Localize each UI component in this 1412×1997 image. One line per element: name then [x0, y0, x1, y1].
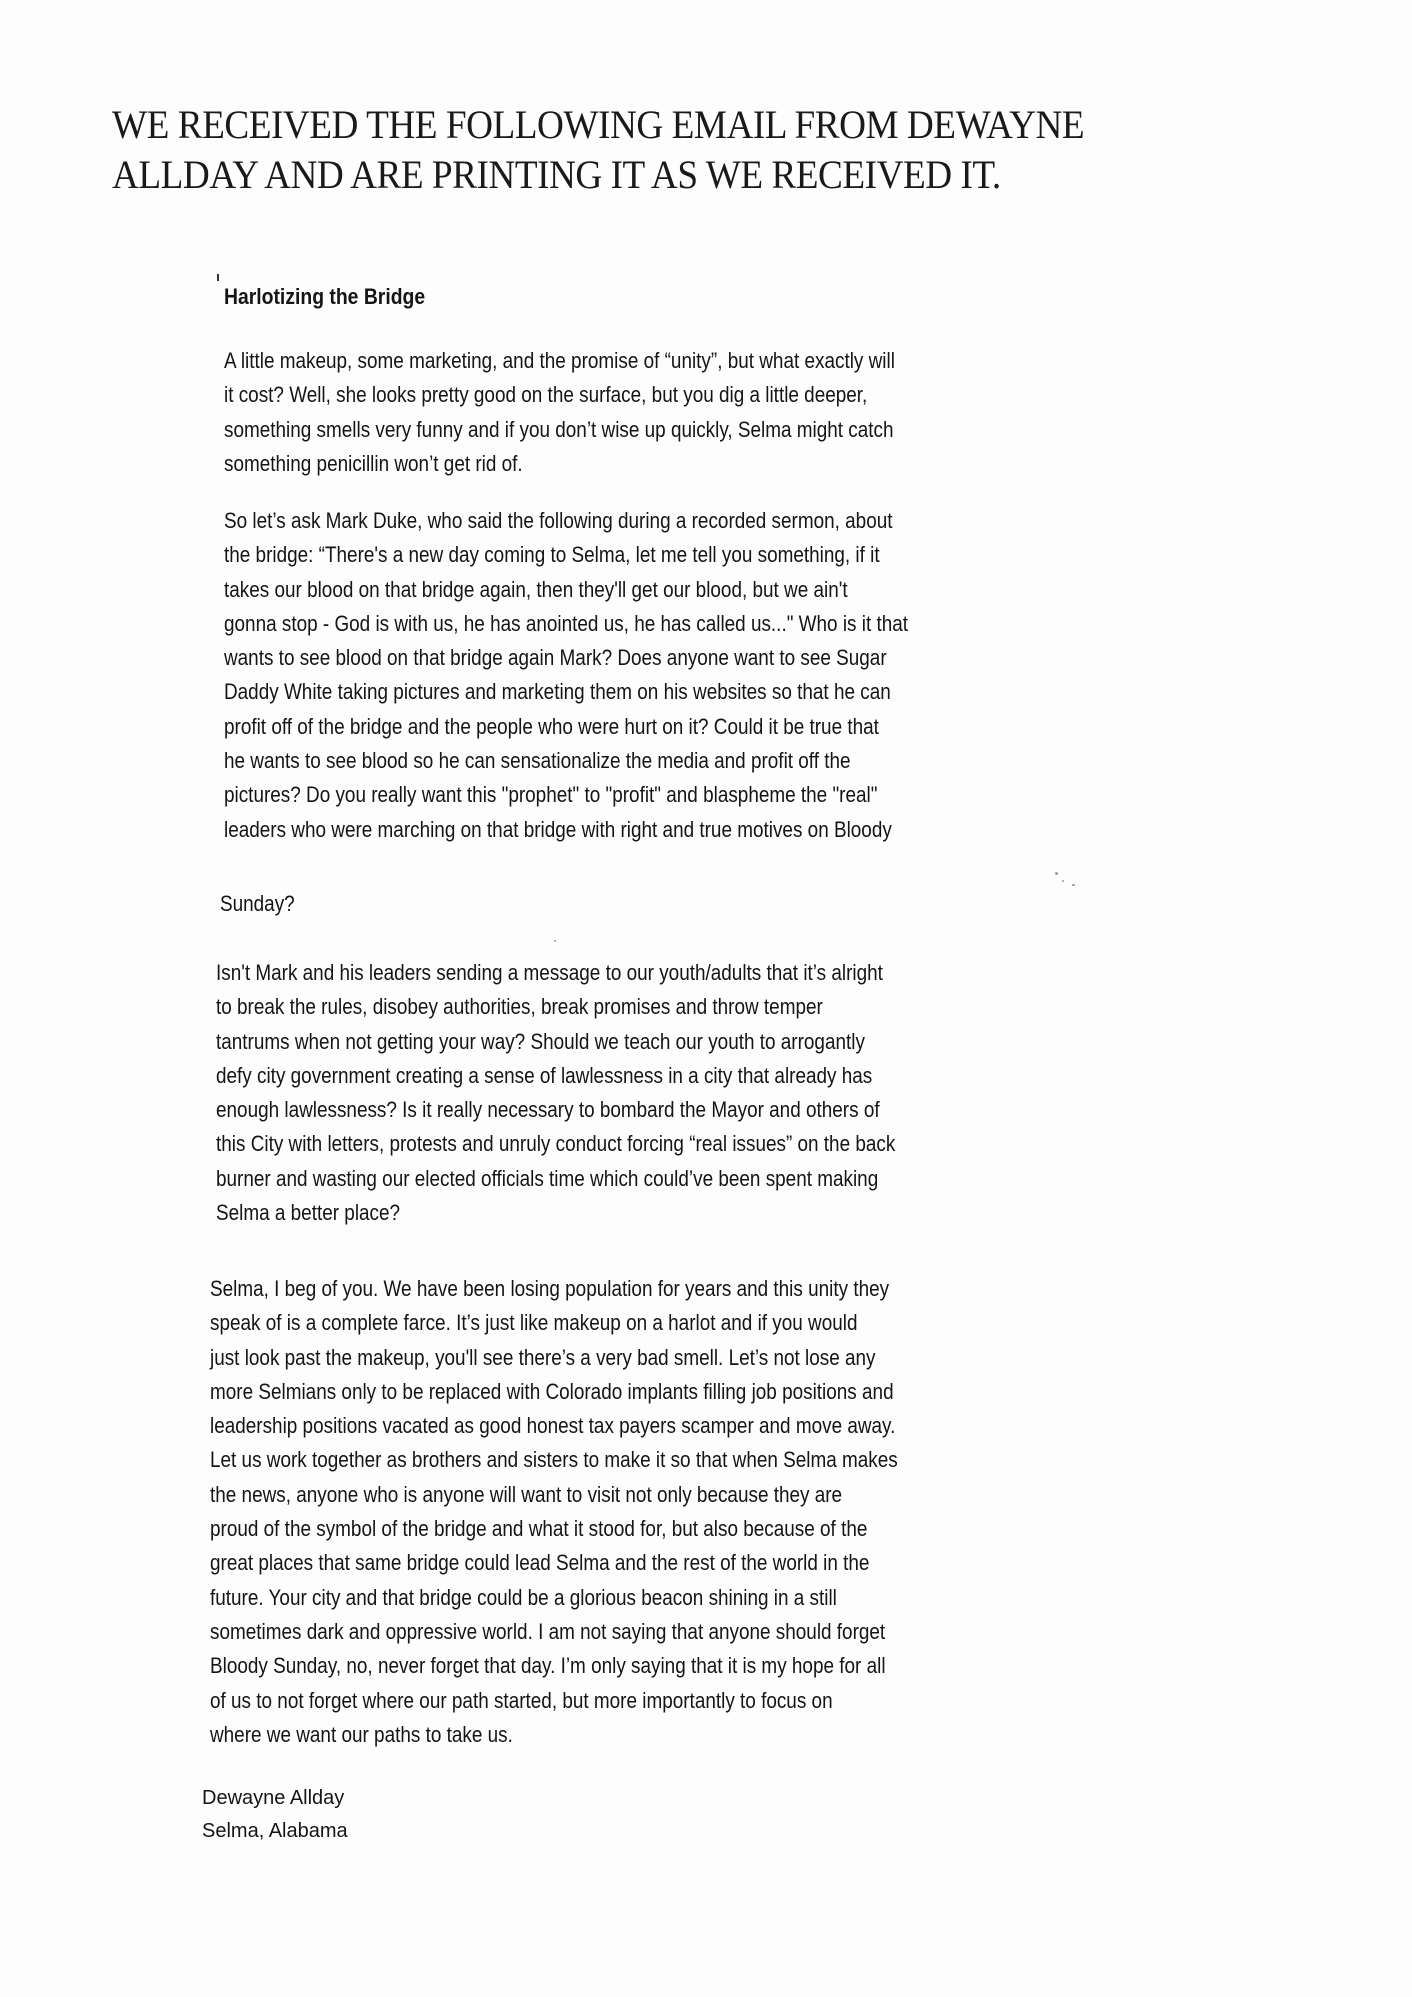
headline-line: ALLDAY AND ARE PRINTING IT AS WE RECEIVED IT.: [112, 152, 1001, 197]
text-line: he wants to see blood so he can sensationalize the media and profit off the: [224, 748, 851, 774]
text-line: Selma a better place?: [216, 1200, 401, 1226]
paragraph-2: [224, 504, 908, 847]
text-line: of us to not forget where our path started, but more importantly to focus on: [210, 1687, 833, 1713]
page-headline: [112, 100, 1265, 200]
text-line: more Selmians only to be replaced with Colorado implants filling job positions and: [210, 1378, 894, 1404]
text-line: burner and wasting our elected officials time which could’ve been spent making: [216, 1165, 879, 1191]
paragraph-4: [210, 1272, 898, 1752]
text-line: something smells very funny and if you don’t wise up quickly, Selma might catch: [224, 416, 894, 442]
text-line: wants to see blood on that bridge again Mark? Does anyone want to see Sugar: [224, 645, 887, 671]
text-line: A little makeup, some marketing, and the promise of “unity”, but what exactly will: [224, 348, 895, 373]
text-line: takes our blood on that bridge again, then they'll get our blood, but we ain't: [224, 576, 848, 602]
text-line: enough lawlessness? Is it really necessary to bombard the Mayor and others of: [216, 1097, 880, 1123]
scan-speck: [1072, 884, 1075, 886]
text-line: future. Your city and that bridge could be a glorious beacon shining in a still: [210, 1584, 837, 1610]
text-line: tantrums when not getting your way? Should we teach our youth to arrogantly: [216, 1028, 865, 1054]
text-line: speak of is a complete farce. It’s just like makeup on a harlot and if you would: [210, 1310, 858, 1336]
text-line: Let us work together as brothers and sisters to make it so that when Selma makes: [210, 1447, 898, 1473]
scan-mark: [217, 274, 219, 281]
signature-block: [202, 1782, 348, 1848]
text-line: just look past the makeup, you'll see there’s a very bad smell. Let’s not lose any: [210, 1344, 876, 1370]
scan-speck: [1062, 880, 1064, 882]
text-line: Isn't Mark and his leaders sending a message to our youth/adults that it’s alright: [216, 960, 883, 985]
text-line: Selma, I beg of you. We have been losing population for years and this unity they: [210, 1276, 890, 1301]
paragraph-2-continuation: [220, 887, 295, 921]
paragraph-1: [224, 344, 895, 481]
signature-name: Dewayne Allday: [202, 1787, 345, 1809]
text-line: So let’s ask Mark Duke, who said the following during a recorded sermon, about: [224, 508, 893, 533]
email-letter: [202, 282, 909, 1842]
text-line: gonna stop - God is with us, he has anointed us, he has called us..." Who is it that: [224, 610, 909, 636]
text-line: where we want our paths to take us.: [210, 1721, 513, 1747]
signature-location: Selma, Alabama: [202, 1820, 348, 1842]
text-line: pictures? Do you really want this "prophet" to "profit" and blaspheme the "real": [224, 782, 878, 808]
paragraph-3: [216, 956, 895, 1230]
text-line: leaders who were marching on that bridge with right and true motives on Bloody: [224, 816, 892, 842]
text-line: sometimes dark and oppressive world. I am not saying that anyone should forget: [210, 1618, 886, 1644]
text-line: Bloody Sunday, no, never forget that day. I’m only saying that it is my hope for all: [210, 1653, 886, 1679]
text-line: proud of the symbol of the bridge and what it stood for, but also because of the: [210, 1516, 868, 1542]
text-line: it cost? Well, she looks pretty good on the surface, but you dig a little deeper,: [224, 382, 868, 408]
text-line: something penicillin won’t get rid of.: [224, 450, 523, 476]
text-line: profit off of the bridge and the people who were hurt on it? Could it be true that: [224, 713, 879, 739]
text-line: Sunday?: [220, 891, 295, 916]
scan-speck: [554, 940, 556, 942]
text-line: the news, anyone who is anyone will want to visit not only because they are: [210, 1481, 843, 1507]
text-line: to break the rules, disobey authorities, break promises and throw temper: [216, 994, 823, 1020]
text-line: the bridge: “There's a new day coming to Selma, let me tell you something, if it: [224, 542, 880, 568]
text-line: leadership positions vacated as good honest tax payers scamper and move away.: [210, 1413, 896, 1439]
text-line: defy city government creating a sense of lawlessness in a city that already has: [216, 1062, 873, 1088]
text-line: Daddy White taking pictures and marketing them on his websites so that he can: [224, 679, 891, 705]
letter-title: Harlotizing the Bridge: [224, 284, 426, 309]
headline-line: WE RECEIVED THE FOLLOWING EMAIL FROM DEWAYNE: [112, 102, 1085, 147]
scan-speck: [1055, 872, 1058, 875]
text-line: great places that same bridge could lead Selma and the rest of the world in the: [210, 1550, 870, 1576]
text-line: this City with letters, protests and unruly conduct forcing “real issues” on the back: [216, 1131, 896, 1157]
